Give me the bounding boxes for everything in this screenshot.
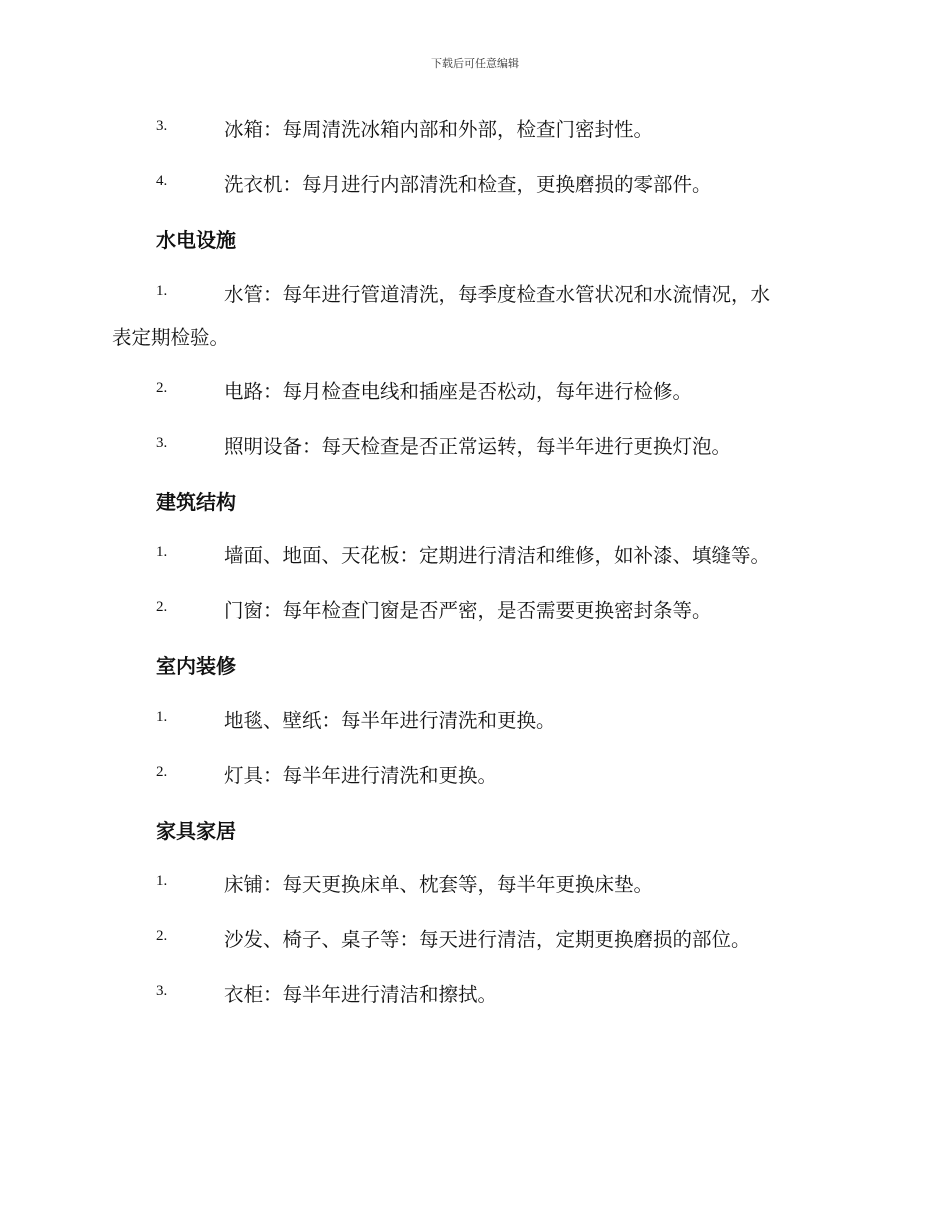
list-item-text: 门窗：每年检查门窗是否严密，是否需要更换密封条等。: [224, 599, 712, 622]
list-item-number: 3.: [156, 435, 168, 451]
list-item-text: 墙面、地面、天花板：定期进行清洁和维修，如补漆、填缝等。: [224, 544, 771, 567]
list-item-number: 2.: [156, 928, 168, 944]
list-item-text: 地毯、壁纸：每半年进行清洗和更换。: [224, 709, 556, 732]
list-item-text: 沙发、椅子、桌子等：每天进行清洁，定期更换磨损的部位。: [224, 928, 751, 951]
list-item-number: 3.: [156, 118, 168, 134]
list-item-text: 电路：每月检查电线和插座是否松动，每年进行检修。: [224, 380, 693, 403]
list-item-number: 1.: [156, 873, 168, 889]
section-heading-furniture: 家具家居: [156, 819, 236, 843]
list-item-number: 3.: [156, 983, 168, 999]
list-item-text: 床铺：每天更换床单、枕套等，每半年更换床垫。: [224, 873, 654, 896]
section-heading-structure: 建筑结构: [156, 490, 236, 514]
section-heading-interior: 室内装修: [156, 654, 236, 678]
list-item-number: 2.: [156, 599, 168, 615]
list-item-number: 1.: [156, 544, 168, 560]
page-header: 下载后可任意编辑: [431, 57, 519, 70]
list-item-number: 1.: [156, 283, 168, 299]
list-item-number: 2.: [156, 380, 168, 396]
section-heading-utilities: 水电设施: [156, 228, 236, 252]
list-item-number: 1.: [156, 709, 168, 725]
list-item-text: 水管：每年进行管道清洗，每季度检查水管状况和水流情况，水: [224, 283, 771, 306]
list-item-text-continuation: 表定期检验。: [112, 326, 230, 349]
list-item-text: 灯具：每半年进行清洗和更换。: [224, 764, 498, 787]
list-item-number: 4.: [156, 173, 168, 189]
list-item-text: 照明设备：每天检查是否正常运转，每半年进行更换灯泡。: [224, 435, 732, 458]
list-item-text: 衣柜：每半年进行清洁和擦拭。: [224, 983, 498, 1006]
list-item-text: 洗衣机：每月进行内部清洗和检查，更换磨损的零部件。: [224, 173, 712, 196]
list-item-text: 冰箱：每周清洗冰箱内部和外部，检查门密封性。: [224, 118, 654, 141]
list-item-number: 2.: [156, 764, 168, 780]
